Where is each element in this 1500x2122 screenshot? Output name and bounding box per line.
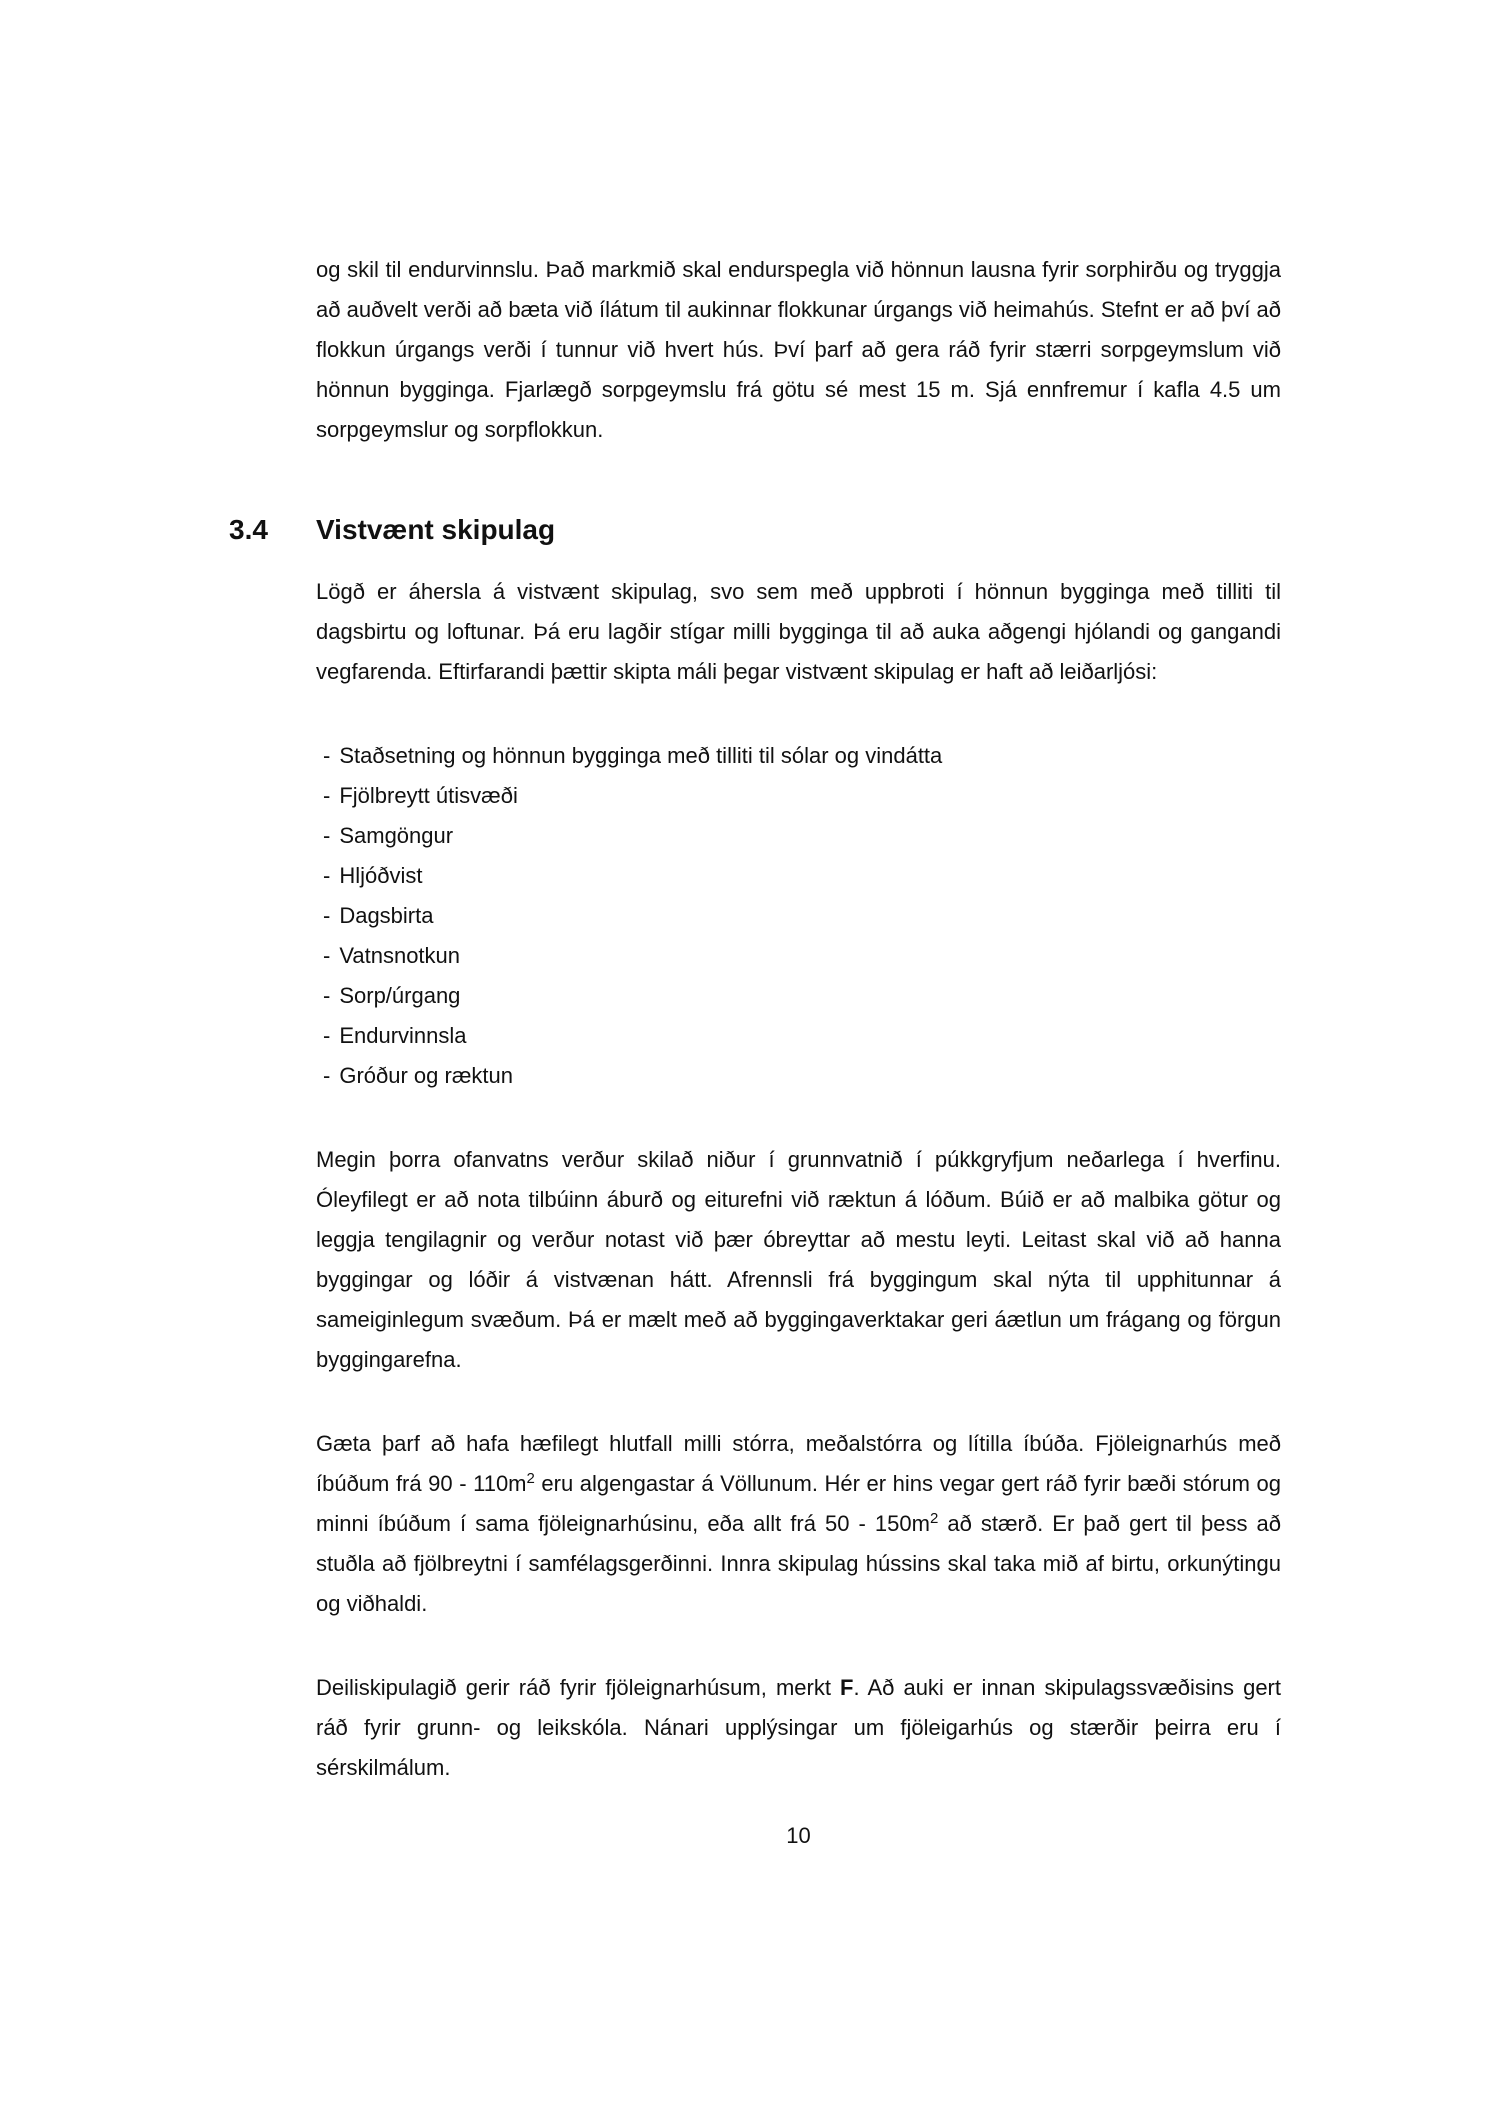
ibudir-text-2: eru algengastar á Völlunum. Hér er hins vegar gert ráð fyrir bæði stórum og minni íbúðum í sama fjöleignarhúsinu, eða allt frá 50 - 150m xyxy=(316,1471,1281,1536)
section-heading xyxy=(229,512,1281,548)
list-item-text: Samgöngur xyxy=(339,823,454,848)
list-item-text: Vatnsnotkun xyxy=(339,943,461,968)
ibudir-paragraph xyxy=(316,1424,1281,1624)
list-dash: - xyxy=(323,903,331,928)
ibudir-text-3: að stærð. Er það gert til þess að stuðla að fjölbreytni í samfélagsgerðinni. Innra skipulag hússins skal taka mið af birtu, orkunýtingu og viðhaldi. xyxy=(316,1511,1281,1616)
list-item xyxy=(323,1056,1281,1096)
section-title: Vistvænt skipulag xyxy=(316,514,556,545)
list-dash: - xyxy=(323,783,331,808)
deiliskipulag-text-2: . Að auki er innan skipulagssvæðisins gert ráð fyrir grunn- og leikskóla. Nánari upplýsingar um fjöleigarhús og stærðir þeirra eru í sérskilmálum. xyxy=(316,1675,1281,1780)
list-item-text: Sorp/úrgang xyxy=(339,983,461,1008)
lead-paragraph: Lögð er áhersla á vistvænt skipulag, svo sem með uppbroti í hönnun bygginga með tilliti til dagsbirtu og loftunar. Þá eru lagðir stígar milli bygginga til að auka aðgengi hjólandi og gangandi vegfarenda. Eftirfarandi þættir skipta máli þegar vistvænt skipulag er haft að leiðarljósi: xyxy=(316,579,1281,684)
section-number: 3.4 xyxy=(229,514,268,545)
list-item xyxy=(323,816,1281,856)
list-item xyxy=(323,1016,1281,1056)
list-item xyxy=(323,856,1281,896)
list-item-text: Endurvinnsla xyxy=(339,1023,467,1048)
ibudir-text-1: Gæta þarf að hafa hæfilegt hlutfall milli stórra, meðalstórra og lítilla íbúða. Fjöleignarhús með íbúðum frá 90 - 110m xyxy=(316,1431,1281,1496)
list-dash: - xyxy=(323,823,331,848)
list-item-text: Fjölbreytt útisvæði xyxy=(339,783,518,808)
list-dash: - xyxy=(323,1023,331,1048)
list-item xyxy=(323,776,1281,816)
deiliskipulag-text-1: Deiliskipulagið gerir ráð fyrir fjöleignarhúsum, merkt xyxy=(316,1675,841,1700)
list-item-text: Staðsetning og hönnun bygginga með tilliti til sólar og vindátta xyxy=(339,743,943,768)
list-item xyxy=(323,976,1281,1016)
list-item-text: Dagsbirta xyxy=(339,903,434,928)
list-item xyxy=(323,936,1281,976)
superscript-2: 2 xyxy=(929,1510,939,1527)
list-dash: - xyxy=(323,863,331,888)
ofanvatn-paragraph: Megin þorra ofanvatns verður skilað niður í grunnvatnið í púkkgryfjum neðarlega í hverfinu. Óleyfilegt er að nota tilbúinn áburð og eiturefni við ræktun á lóðum. Búið er að malbika götur og leggja tengilagnir og verður notast við þær óbreyttar að mestu leyti. Leitast skal við að hanna byggingar og lóðir á vistvænan hátt. Afrennsli frá byggingum skal nýta til upphitunnar á sameiginlegum svæðum. Þá er mælt með að byggingaverktakar geri áætlun um frágang og förgun byggingarefna. xyxy=(316,1147,1281,1372)
list-item-text: Gróður og ræktun xyxy=(339,1063,513,1088)
list-item xyxy=(323,896,1281,936)
list-dash: - xyxy=(323,943,331,968)
list-dash: - xyxy=(323,983,331,1008)
page-number: 10 xyxy=(786,1823,811,1848)
list-item-text: Hljóðvist xyxy=(339,863,423,888)
eco-factors-list xyxy=(316,736,1281,1096)
list-item xyxy=(323,736,1281,776)
list-dash: - xyxy=(323,1063,331,1088)
deiliskipulag-paragraph xyxy=(316,1668,1281,1788)
intro-paragraph: og skil til endurvinnslu. Það markmið skal endurspegla við hönnun lausna fyrir sorphirðu og tryggja að auðvelt verði að bæta við ílátum til aukinnar flokkunar úrgangs við heimahús. Stefnt er að því að flokkun úrgangs verði í tunnur við hvert hús. Því þarf að gera ráð fyrir stærri sorpgeymslum við hönnun bygginga. Fjarlægð sorpgeymslu frá götu sé mest 15 m. Sjá ennfremur í kafla 4.5 um sorpgeymslur og sorpflokkun. xyxy=(316,257,1281,442)
superscript-2: 2 xyxy=(526,1470,535,1487)
marker-letter-f: F xyxy=(840,1675,854,1700)
list-dash: - xyxy=(323,743,331,768)
